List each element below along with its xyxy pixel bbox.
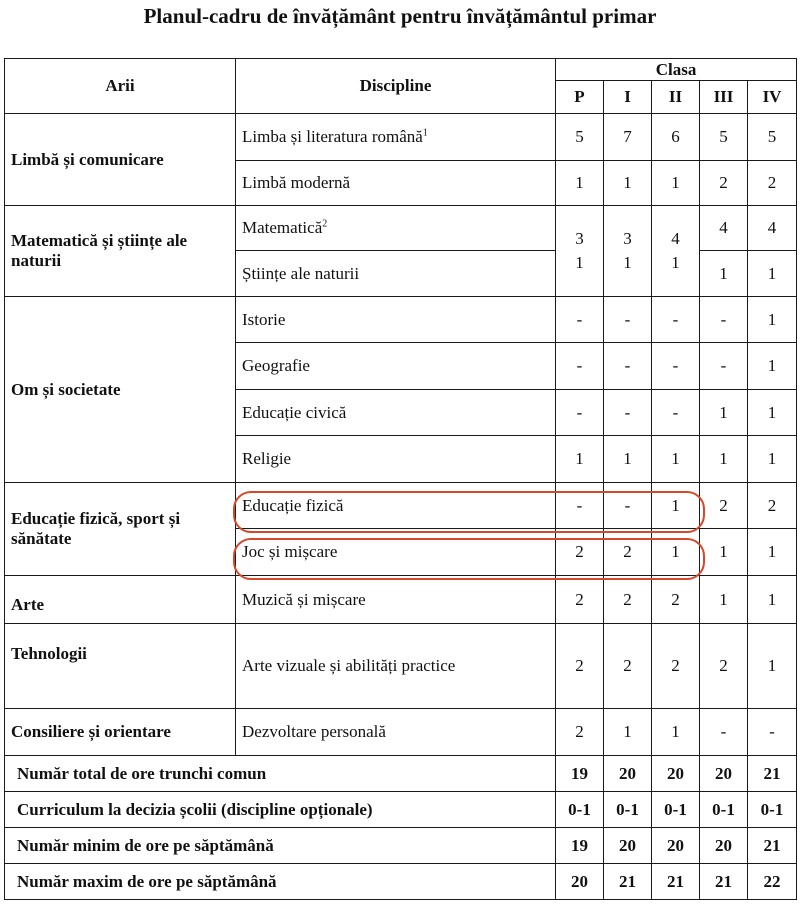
total-label: Număr minim de ore pe săptămână	[5, 828, 556, 864]
total-label: Număr total de ore trunchi comun	[5, 756, 556, 792]
value-cell: -	[700, 709, 748, 756]
discipline-cell: Educație civică	[236, 390, 556, 436]
value-cell: 1	[748, 529, 797, 576]
area-cell: Arte	[5, 576, 236, 624]
value-cell: 2	[556, 624, 604, 709]
discipline-cell	[236, 114, 556, 161]
discipline-cell: Limbă modernă	[236, 161, 556, 206]
value-cell: 1	[748, 390, 797, 436]
value-cell: 1	[700, 251, 748, 297]
value-cell: 2	[748, 483, 797, 529]
value-cell: 1	[652, 483, 700, 529]
value-cell: 0-1	[700, 792, 748, 828]
discipline-cell: Istorie	[236, 297, 556, 343]
value-cell: 7	[604, 114, 652, 161]
value-cell: -	[604, 483, 652, 529]
discipline-cell: Joc și mișcare	[236, 529, 556, 576]
value-cell: 1	[700, 576, 748, 624]
value-cell: -	[700, 297, 748, 343]
area-cell: Limbă și comunicare	[5, 114, 236, 206]
table-row	[5, 114, 797, 161]
value-cell: 20	[700, 756, 748, 792]
area-cell: Educație fizică, sport și sănătate	[5, 483, 236, 576]
discipline-cell: Religie	[236, 436, 556, 483]
discipline-name: Limba și literatura română	[242, 127, 423, 146]
value-cell: -	[748, 709, 797, 756]
class-header: II	[652, 81, 700, 114]
value-cell: 20	[652, 828, 700, 864]
discipline-cell	[236, 206, 556, 251]
value-cell: 1	[748, 297, 797, 343]
table-row	[5, 709, 797, 756]
value-cell: 1	[748, 576, 797, 624]
value-cell: 20	[604, 756, 652, 792]
curriculum-table	[4, 58, 797, 900]
value-cell: 1	[604, 709, 652, 756]
discipline-cell: Educație fizică	[236, 483, 556, 529]
value-cell: 20	[700, 828, 748, 864]
total-label: Număr maxim de ore pe săptămână	[5, 864, 556, 900]
value-cell: -	[652, 390, 700, 436]
total-label: Curriculum la decizia școlii (discipline opționale)	[5, 792, 556, 828]
total-row	[5, 864, 797, 900]
table-row	[5, 297, 797, 343]
header-arii: Arii	[5, 59, 236, 114]
value-cell: 2	[556, 576, 604, 624]
value-cell: 5	[748, 114, 797, 161]
value-cell: 4	[700, 206, 748, 251]
discipline-cell: Muzică și mișcare	[236, 576, 556, 624]
value-cell: -	[604, 343, 652, 390]
value-cell: 19	[556, 828, 604, 864]
header-row	[5, 59, 797, 81]
area-cell: Matematică și științe ale naturii	[5, 206, 236, 297]
value-cell: 2	[652, 624, 700, 709]
value-cell: 1	[604, 161, 652, 206]
discipline-cell: Științe ale naturii	[236, 251, 556, 297]
value-cell: 1	[700, 529, 748, 576]
value-cell: 6	[652, 114, 700, 161]
value-cell: 21	[748, 828, 797, 864]
discipline-cell: Geografie	[236, 343, 556, 390]
value-cell: 1	[652, 529, 700, 576]
value-cell: 20	[652, 756, 700, 792]
footnote-mark: 1	[422, 127, 428, 139]
class-header: I	[604, 81, 652, 114]
value-cell: 1	[652, 709, 700, 756]
value-cell: 22	[748, 864, 797, 900]
value-cell: 5	[556, 114, 604, 161]
value-cell: 1	[748, 624, 797, 709]
value-cell: 2	[604, 576, 652, 624]
value-cell: 20	[604, 828, 652, 864]
value-cell: 2	[652, 576, 700, 624]
value-cell: 1	[604, 436, 652, 483]
table-row	[5, 206, 797, 251]
value-cell: 4	[748, 206, 797, 251]
value-cell: -	[556, 297, 604, 343]
value-cell: 1	[556, 436, 604, 483]
area-cell: Om și societate	[5, 297, 236, 483]
value-cell: -	[604, 297, 652, 343]
value-cell: 1	[700, 436, 748, 483]
value-cell: -	[556, 390, 604, 436]
table-row	[5, 483, 797, 529]
value-cell: 1	[700, 390, 748, 436]
value-cell: -	[556, 483, 604, 529]
value-cell: 5	[700, 114, 748, 161]
discipline-name: Matematică	[242, 218, 323, 237]
header-discipline: Discipline	[236, 59, 556, 114]
value-cell: 2	[700, 624, 748, 709]
value-cell: 19	[556, 756, 604, 792]
area-cell: Consiliere și orientare	[5, 709, 236, 756]
discipline-cell: Arte vizuale și abilități practice	[236, 624, 556, 709]
value-cell: 2	[700, 483, 748, 529]
value-cell: -	[556, 343, 604, 390]
value-cell: 1	[748, 436, 797, 483]
class-header: III	[700, 81, 748, 114]
value-cell: -	[700, 343, 748, 390]
value-cell: 1	[748, 343, 797, 390]
value-cell: 2	[700, 161, 748, 206]
total-row	[5, 828, 797, 864]
value-cell: 0-1	[748, 792, 797, 828]
total-row	[5, 756, 797, 792]
value-cell: 1	[652, 436, 700, 483]
class-header: IV	[748, 81, 797, 114]
value-cell: 2	[604, 624, 652, 709]
value-cell: -	[652, 297, 700, 343]
header-clasa: Clasa	[556, 59, 797, 81]
value-cell: 2	[748, 161, 797, 206]
value-cell: 0-1	[604, 792, 652, 828]
value-cell: 0-1	[652, 792, 700, 828]
value-cell: 0-1	[556, 792, 604, 828]
table-row	[5, 624, 797, 709]
value-cell-merged: 3 1	[604, 206, 652, 297]
footnote-mark: 2	[322, 218, 328, 230]
value-cell: 1	[556, 161, 604, 206]
value-cell-merged: 3 1	[556, 206, 604, 297]
value-cell: 2	[556, 529, 604, 576]
value-cell: 2	[556, 709, 604, 756]
class-header: P	[556, 81, 604, 114]
value-cell: 2	[604, 529, 652, 576]
value-cell: 1	[652, 161, 700, 206]
value-cell: -	[652, 343, 700, 390]
value-cell: 21	[604, 864, 652, 900]
discipline-cell: Dezvoltare personală	[236, 709, 556, 756]
value-cell: 1	[748, 251, 797, 297]
total-row	[5, 792, 797, 828]
value-cell-merged: 4 1	[652, 206, 700, 297]
value-cell: 21	[652, 864, 700, 900]
value-cell: 20	[556, 864, 604, 900]
table-row	[5, 576, 797, 624]
value-cell: 21	[748, 756, 797, 792]
area-cell: Tehnologii	[5, 624, 236, 709]
value-cell: 21	[700, 864, 748, 900]
page-title: Planul-cadru de învățământ pentru învățământul primar	[143, 4, 657, 28]
value-cell: -	[604, 390, 652, 436]
